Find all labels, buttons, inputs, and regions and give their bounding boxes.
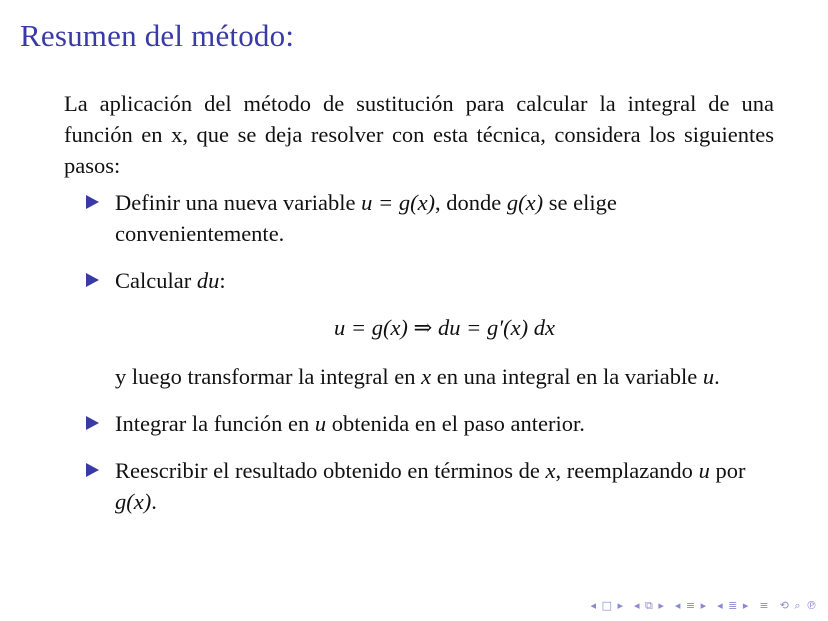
beamer-navigation (591, 599, 818, 613)
list-item: Integrar la función en u obtenida en el paso anterior. (64, 408, 774, 439)
search-icon[interactable]: ⟲ ⌕ ℗ (779, 599, 818, 612)
triangle-bullet-icon (86, 463, 99, 477)
list-item: Calcular du: u = g(x) ⇒ du = g′(x) dx y luego transformar la integral en x en una integral en la variable u. (64, 265, 774, 392)
outline-icon[interactable]: ≡ (759, 599, 770, 612)
substitution-equation: u = g(x) ⇒ du = g′(x) dx (334, 315, 555, 340)
slide-title: Resumen del método: (20, 18, 295, 53)
triangle-bullet-icon (86, 195, 99, 209)
list-item: Reescribir el resultado obtenido en términos de x, reemplazando u por g(x). (64, 455, 774, 517)
section-navigation-control[interactable]: ◂ ≡ ▸ (674, 599, 708, 612)
triangle-bullet-icon (86, 273, 99, 287)
step-continuation: y luego transformar la integral en x en una integral en la variable u. (115, 364, 720, 389)
slide-body (64, 88, 774, 533)
triangle-bullet-icon (86, 416, 99, 430)
slide-navigation-control[interactable]: ◂ □ ▸ (590, 599, 624, 612)
frame-navigation-control[interactable]: ◂ ⧉ ▸ (633, 599, 665, 612)
list-item: Definir una nueva variable u = g(x), donde g(x) se elige convenientemente. (64, 187, 774, 249)
intro-paragraph: La aplicación del método de sustitución para calcular la integral de una función en x, que se deja resolver con esta técnica, considera los siguientes pasos: (64, 91, 774, 178)
subsection-navigation-control[interactable]: ◂ ≣ ▸ (717, 599, 750, 612)
